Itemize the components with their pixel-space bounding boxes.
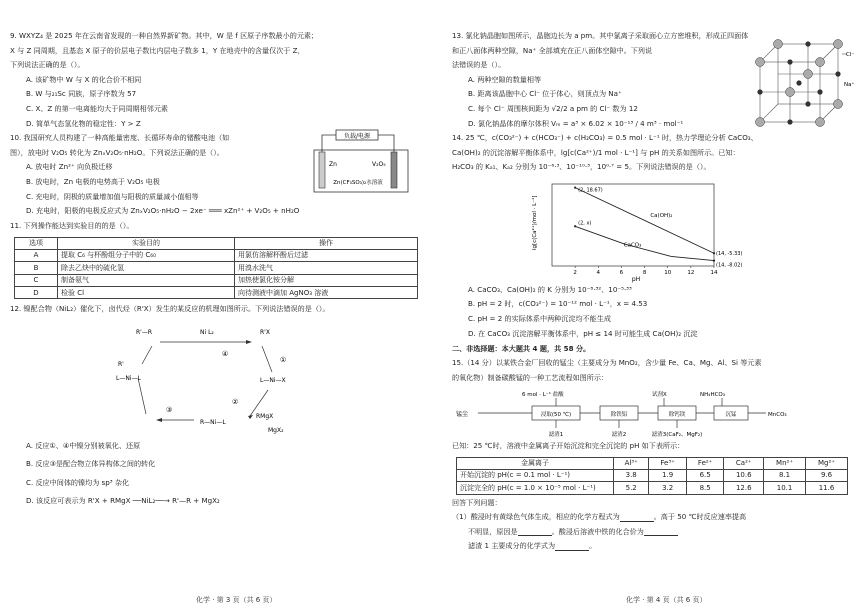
table-cell: 9.6: [806, 469, 848, 481]
table-row: [15, 287, 418, 299]
q15-ph-table: [456, 457, 848, 495]
table-cell: 用溴水洗气: [235, 262, 418, 274]
q12-stem: 12. 镍配合物（NiL₂）催化下，卤代烃（R'X）发生的某反应的机理如图所示。下列说法错误的是（）。: [10, 304, 330, 314]
electrolyte-label: Zn(CF₃SO₃)₂水溶液: [333, 180, 383, 187]
table-cell: 11.6: [806, 482, 848, 494]
q9-option-d: D. 简单气态氢化物的稳定性：Y > Z: [26, 118, 141, 128]
table-cell: 8.1: [764, 469, 806, 481]
x-tick-label: 2: [573, 269, 577, 276]
q13-line-3: 法错误的是（）。: [452, 60, 506, 69]
mech-top-right: R'X: [260, 328, 270, 336]
question-14: [452, 134, 852, 338]
table-cell: A: [15, 249, 58, 261]
q9-option-b: B. W 与₂₁Sc 同族，原子序数为 57: [26, 89, 137, 99]
answer-blank[interactable]: [555, 543, 589, 551]
table-cell: 5.2: [614, 482, 649, 494]
table-cell: 10.1: [764, 482, 806, 494]
na-legend: Na⁺: [844, 82, 855, 88]
x-tick-label: 10: [664, 269, 672, 276]
q12-option-a: A. 反应①、④中镍分别被氧化、还原: [26, 440, 141, 450]
series-label-2: CaCO₃: [623, 242, 642, 249]
q10-line-1: 10. 我国研究人员构建了一种高能量密度、长循环寿命的锗酸电池（如: [10, 133, 230, 143]
q13-option-c: C. 每个 Cl⁻ 周围核间距为 √2/2 a pm 的 Cl⁻ 数为 12: [468, 103, 638, 113]
table-cell: 加热使氯化铵分解: [235, 274, 418, 286]
q15-sub1-text-3b: 。: [589, 541, 597, 551]
table-cell: C: [15, 274, 58, 286]
q13-option-d: D. 氯化钠晶体的摩尔体积 Vₘ = a³ × 6.02 × 10⁻¹³ / 4 m³ · mol⁻¹: [468, 118, 684, 128]
table-cell: 3.8: [614, 469, 649, 481]
table-header-cell: 实验目的: [58, 237, 235, 249]
table-header-cell: Al³⁺: [614, 457, 649, 469]
flow-box-4: 沉锰: [725, 412, 737, 418]
q15-sub1-line-2: [468, 528, 852, 537]
mech-mgx2: MgX₂: [268, 426, 284, 434]
table-cell: D: [15, 287, 58, 299]
q15-answer-intro: 回答下列问题：: [452, 497, 502, 507]
load-label: 负载/电源: [343, 133, 371, 141]
table-cell: 6.5: [686, 469, 724, 481]
q15-line-2: 的氧化物）制备碳酸锰的一种工艺流程如图所示：: [452, 372, 609, 382]
q14-option-c: C. pH = 2 的实际体系中两种沉淀均不能生成: [468, 314, 611, 324]
answer-blank[interactable]: [518, 528, 552, 536]
q10-line-2: 图），放电时 V₂O₅ 转化为 ZnₓV₂O₅·nH₂O。下列说法正确的是（）。: [10, 147, 224, 157]
q9-option-a: A. 该矿物中 W 与 X 的化合价不相同: [26, 74, 142, 84]
q15-sub1-text-3a: 滤渣 1 主要成分的化学式为: [468, 541, 556, 551]
solubility-chart: [528, 178, 743, 283]
q15-sub1-line-1: [452, 513, 852, 522]
mech-step-2: ②: [232, 397, 239, 406]
mech-center-right: L—Ni—X: [260, 376, 286, 384]
mech-bottom-right: RMgX: [256, 412, 274, 420]
table-header-cell: Mn²⁺: [764, 457, 806, 469]
mechanism-diagram: [10, 320, 422, 438]
flow-reagent-3: NH₄HCO₃: [700, 392, 725, 398]
table-header-cell: Mg²⁺: [806, 457, 848, 469]
flow-box-1: 浸取(50 ℃): [540, 412, 572, 418]
mech-top-left: R'—R: [136, 328, 152, 336]
flow-residue-3: 滤渣3(CaF₂、MgF₂): [651, 432, 703, 438]
annotation-point: [574, 186, 576, 188]
q13-line-2: 和正八面体两种空隙，Na⁺ 全部填充在正八面体空隙中。下列说: [452, 45, 653, 55]
page-footer-left: 化学 · 第 3 页（共 6 页）: [196, 595, 277, 604]
table-cell: 除去乙炔中的硫化氢: [58, 262, 235, 274]
zn-label: Zn: [329, 161, 337, 169]
table-row: [15, 274, 418, 286]
battery-diagram: [310, 128, 412, 194]
table-header-cell: 金属离子: [457, 457, 614, 469]
x-tick-label: 12: [687, 269, 695, 276]
question-12: [10, 305, 422, 506]
table-header-cell: 选项: [15, 237, 58, 249]
q14-option-d: D. 在 CaCO₃ 沉淀溶解平衡体系中，pH ≤ 14 时可能生成 Ca(OH)₂ 沉淀: [468, 328, 698, 338]
v2o5-label: V₂O₅: [372, 161, 386, 169]
cl-legend: Cl⁻: [846, 52, 855, 58]
q15-sub1-text-2b: 。酸浸后溶液中铁的化合价为: [551, 526, 644, 536]
q15-sub1-text-2a: 不明显，原因是: [468, 526, 518, 536]
page-footer-right: 化学 · 第 4 页（共 6 页）: [626, 595, 707, 604]
x-tick-label: 14: [710, 269, 718, 276]
q13-line-1: 13. 氯化钠晶胞如图所示，晶胞边长为 a pm。其中氯离子采取面心立方密堆积，形成正四面体: [452, 31, 749, 40]
q13-option-a: A. 两种空隙的数量相等: [468, 74, 542, 84]
series-label-1: Ca(OH)₂: [650, 212, 673, 219]
chart-ylabel: lg[c(Ca²⁺)/mol · L⁻¹]: [532, 195, 538, 250]
mech-step-1: ①: [280, 355, 287, 364]
table-header-cell: Fe²⁺: [686, 457, 724, 469]
table-header-cell: Fe³⁺: [649, 457, 687, 469]
flow-box-2: 除铁铝: [610, 412, 628, 418]
mech-top-mid: Ni L₂: [200, 328, 214, 336]
nacl-cell-diagram: [752, 38, 855, 134]
q10-option-c: C. 充电时，阴极的质量增加值与阳极的质量减小值相等: [26, 191, 199, 201]
flow-box-3: 除钙镁: [668, 412, 686, 418]
q15-line-1: 15.（14 分）以某铁合金厂回收的锰尘（主要成分为 MnO₂，含少量 Fe、Ca、Mg、Al、Si 等元素: [452, 358, 762, 367]
table-cell: B: [15, 262, 58, 274]
table-cell: 制备氨气: [58, 274, 235, 286]
question-15: [452, 359, 852, 551]
q9-option-c: C. X、Z 的第一电离能均大于同周期相邻元素: [26, 103, 169, 113]
table-cell: 8.5: [686, 482, 724, 494]
table-cell: 用氯仿溶解杯酚后过滤: [235, 249, 418, 261]
question-11: [10, 222, 422, 299]
process-flow-diagram: [452, 388, 842, 440]
q12-option-d: D. 该反应可表示为 R'X + RMgX ──NiL₂──→ R'—R + MgX₂: [26, 496, 220, 506]
table-header-row: [457, 457, 848, 469]
q15-known: 已知：25 ℃时，溶液中金属离子开始沉淀和完全沉淀的 pH 如下表所示：: [452, 441, 685, 450]
q11-table: [14, 237, 418, 300]
question-10: [10, 134, 422, 216]
annotation-label: (2, 18.67): [578, 187, 603, 194]
mech-bottom-left: R—Ni—L: [200, 418, 226, 426]
q14-option-a: A. CaCO₃、Ca(OH)₂ 的 K 分别为 10⁻⁸·³²、10⁻⁵·³³: [468, 284, 632, 294]
table-cell: 3.2: [649, 482, 687, 494]
table-cell: 1.9: [649, 469, 687, 481]
flow-residue-2: 滤渣2: [611, 432, 627, 438]
flow-residue-1: 滤渣1: [548, 432, 564, 438]
q14-line-3: H₂CO₃ 的 Kₐ₁、Kₐ₂ 分别为 10⁻⁶·³、10⁻¹⁰·³，10⁰·⁷ = 5。下列说法错误的是（）。: [452, 162, 711, 172]
table-row: [15, 262, 418, 274]
table-cell: 向待测液中滴加 AgNO₃ 溶液: [235, 287, 418, 299]
x-tick-label: 8: [642, 269, 647, 276]
q15-sub1-text-1a: （1）酸浸时有黄绿色气体生成，相应的化学方程式为: [452, 512, 620, 522]
table-header-cell: Ca²⁺: [724, 457, 764, 469]
mech-step-3: ③: [166, 405, 173, 414]
question-13: [452, 31, 855, 128]
q15-sub1-text-1b: 。高于 50 ℃时反应速率提高: [653, 512, 747, 522]
q11-stem: 11. 下列操作能达到实验目的的是（）。: [10, 221, 134, 230]
q9-line-2: X 与 Z 同周期，且基态 X 原子的价层电子数比内层电子数多 1，Y 在地壳中的含量仅次于 Z，: [10, 45, 305, 55]
flow-product: MnCO₃: [768, 412, 787, 418]
mech-step-4: ④: [222, 349, 229, 358]
section-2-heading: 二、非选择题：本大题共 4 题，共 58 分。: [452, 343, 591, 353]
table-header-row: [15, 237, 418, 249]
table-cell: 开始沉淀的 pH(c = 0.1 mol · L⁻¹): [457, 469, 614, 481]
table-row: [457, 469, 848, 481]
answer-blank[interactable]: [644, 528, 678, 536]
right-page: [436, 0, 860, 608]
q14-option-b: B. pH = 2 时，c(CO₃²⁻) = 10⁻¹² mol · L⁻¹，x = 4.53: [468, 299, 648, 309]
table-cell: 沉淀完全的 pH(c = 1.0 × 10⁻⁵ mol · L⁻¹): [457, 482, 614, 494]
flow-start: 锰尘: [456, 411, 469, 418]
annotation-point: [713, 252, 715, 254]
q14-line-2: Ca(OH)₂ 的沉淀溶解平衡体系中，lg[c(Ca²⁺)/1 mol · L⁻¹] 与 pH 的关系如图所示。已知：: [452, 147, 740, 157]
q10-option-a: A. 放电时 Zn²⁺ 向负极迁移: [26, 162, 113, 172]
annotation-label: (2, x): [578, 220, 592, 227]
q12-option-c: C. 反应中间体的镍均为 sp³ 杂化: [26, 477, 130, 487]
table-cell: 10.6: [724, 469, 764, 481]
table-header-cell: 操作: [235, 237, 418, 249]
table-row: [457, 482, 848, 494]
series-line-1: [575, 187, 714, 253]
q9-line-1: 9. WXYZ₄ 是 2025 年在云南省发现的一种自然界新矿物。其中，W 是 f 区原子序数最小的元素；: [10, 31, 319, 40]
mech-left: R': [118, 360, 124, 368]
flow-reagent-2: 试剂X: [652, 392, 667, 398]
q9-line-3: 下列说法正确的是（）。: [10, 60, 85, 69]
q12-option-b: B. 反应③是配合物立体异构体之间的转化: [26, 459, 156, 469]
flow-reagent-1: 6 mol · L⁻¹ 盐酸: [522, 392, 564, 398]
chart-xlabel: pH: [631, 275, 641, 283]
chart-frame: [552, 184, 714, 266]
annotation-label: (14, -5.33): [716, 250, 743, 257]
q15-sub1-line-3: [468, 542, 852, 551]
table-row: [15, 249, 418, 261]
mech-center-left: L—Ni—L: [116, 374, 141, 382]
q10-option-d: D. 充电时，阳极的电极反应式为 ZnₓV₂O₅·nH₂O − 2xe⁻ ═══ xZn²⁺ + V₂O₅ + nH₂O: [26, 206, 300, 216]
annotation-point: [713, 259, 715, 261]
q10-option-b: B. 放电时，Zn 电极的电势高于 V₂O₅ 电极: [26, 176, 160, 186]
x-tick-label: 6: [619, 269, 624, 276]
annotation-point: [574, 225, 576, 227]
q13-option-b: B. 距离该晶胞中心 Cl⁻ 位于体心，则顶点为 Na⁺: [468, 89, 622, 99]
table-cell: 12.6: [724, 482, 764, 494]
table-cell: 提取 C₆ 与杯酚组分子中的 C₆₀: [58, 249, 235, 261]
q14-line-1: 14. 25 ℃，c(CO₃²⁻) + c(HCO₃⁻) + c(H₂CO₃) = 0.5 mol · L⁻¹ 时，热力学理论分析 CaCO₃、: [452, 133, 758, 143]
question-9: [10, 32, 422, 128]
answer-blank[interactable]: [620, 514, 654, 522]
x-tick-label: 4: [596, 269, 601, 276]
annotation-label: (14, -8.02): [716, 262, 743, 269]
table-cell: 检验 Cl: [58, 287, 235, 299]
